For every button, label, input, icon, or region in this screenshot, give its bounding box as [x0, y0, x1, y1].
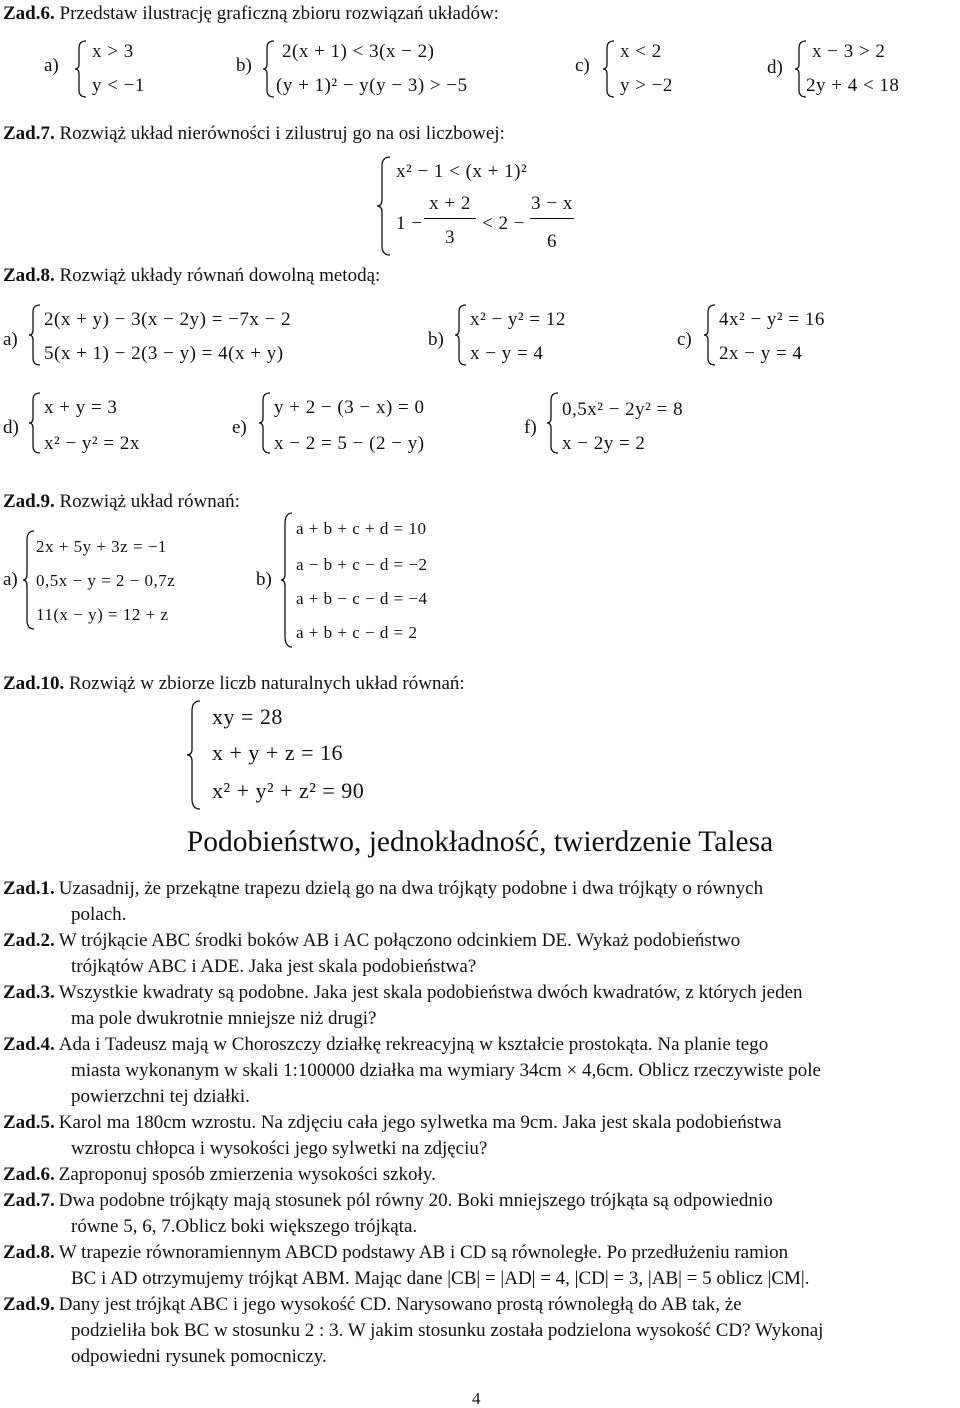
problem-9 — [3, 1292, 952, 1369]
problem-text: Uzasadnij, że przekątne trapezu dzielą go na dwa trójkąty podobne i dwa trójkąty o równych — [58, 878, 764, 899]
equation-line: 2y + 4 < 18 — [806, 75, 900, 96]
left-brace-icon — [74, 40, 88, 98]
problem-text: Karol ma 180cm wzrostu. Na zdjęciu cała jego sylwetka ma 9cm. Jaka jest skala podobieństwa — [58, 1112, 782, 1133]
problem-text: Wszystkie kwadraty są podobne. Jaka jest skala podobieństwa dwóch kwadratów, z których jeden — [58, 982, 803, 1003]
zad10-key: Zad.10. — [3, 673, 65, 694]
system-label: b) — [236, 55, 252, 76]
zad9-heading — [3, 492, 240, 511]
left-brace-icon — [602, 40, 616, 98]
equation-line: x − 2 = 5 − (2 − y) — [274, 433, 425, 454]
problem-3 — [3, 980, 952, 1032]
problem-text: trójkątów ABC i ADE. Jaka jest skala podobieństwa? — [71, 955, 477, 977]
zad6-key: Zad.6. — [3, 3, 55, 24]
equation-line: 2x + 5y + 3z = −1 — [36, 537, 167, 556]
equation-line: x − y = 4 — [470, 343, 544, 364]
problem-key: Zad.4. — [3, 1034, 55, 1055]
equation-line: (y + 1)² − y(y − 3) > −5 — [276, 75, 468, 96]
equation-line: x + y + z = 16 — [212, 740, 343, 765]
left-brace-icon — [703, 304, 717, 366]
equation-line: y < −1 — [92, 75, 145, 96]
problem-text: W trójkącie ABC środki boków AB i AC połączono odcinkiem DE. Wykaż podobieństwo — [58, 930, 741, 951]
zad9-instruction: Rozwiąż układ równań: — [59, 491, 240, 512]
equation-line: x² − y² = 12 — [470, 309, 566, 330]
left-brace-icon — [262, 40, 276, 98]
equation-line: 5(x + 1) − 2(3 − y) = 4(x + y) — [44, 343, 284, 364]
zad8-instruction: Rozwiąż układy równań dowolną metodą: — [59, 265, 381, 286]
page-number: 4 — [472, 1389, 481, 1408]
problem-text: Dwa podobne trójkąty mają stosunek pól równy 20. Boki mniejszego trójkąta są odpowiednio — [58, 1190, 773, 1211]
problem-key: Zad.1. — [3, 878, 55, 899]
equation-line: x² + y² + z² = 90 — [212, 778, 365, 803]
zad9-key: Zad.9. — [3, 491, 55, 512]
left-brace-icon — [186, 700, 202, 810]
equation-line: 2(x + 1) < 3(x − 2) — [282, 41, 435, 62]
equation-line: x − 3 > 2 — [812, 41, 886, 62]
zad7-instruction: Rozwiąż układ nierówności i zilustruj go na osi liczbowej: — [59, 123, 505, 144]
inequality-line-1: x² − 1 < (x + 1)² — [396, 161, 528, 182]
problem-key: Zad.9. — [3, 1294, 55, 1315]
left-brace-icon — [376, 156, 392, 256]
equation-line: y > −2 — [620, 75, 673, 96]
problem-key: Zad.8. — [3, 1242, 55, 1263]
left-brace-icon — [28, 392, 42, 454]
system-label: e) — [232, 417, 247, 438]
problem-text: odpowiedni rysunek pomocniczy. — [71, 1345, 327, 1367]
problem-key: Zad.5. — [3, 1112, 55, 1133]
system-label: c) — [677, 329, 692, 350]
fraction-bar — [530, 218, 574, 219]
equation-line: 2x − y = 4 — [719, 343, 803, 364]
system-label: b) — [428, 329, 444, 350]
system-label: d) — [3, 417, 19, 438]
fraction-denominator: 3 — [445, 227, 455, 248]
problem-key: Zad.6. — [3, 1164, 55, 1185]
problem-text: Zaproponuj sposób zmierzenia wysokości szkoły. — [58, 1164, 436, 1185]
fraction-numerator: 3 − x — [531, 193, 573, 214]
zad6-instruction: Przedstaw ilustrację graficzną zbioru rozwiązań układów: — [59, 3, 499, 24]
zad7-heading — [3, 124, 505, 143]
problem-4 — [3, 1032, 952, 1109]
zad7-key: Zad.7. — [3, 123, 55, 144]
zad10-instruction: Rozwiąż w zbiorze liczb naturalnych układ równań: — [69, 673, 465, 694]
problem-key: Zad.3. — [3, 982, 55, 1003]
equation-line: x − 2y = 2 — [562, 433, 646, 454]
system-label: a) — [44, 55, 59, 76]
zad6-heading — [3, 4, 499, 23]
problem-text: polach. — [71, 903, 127, 925]
system-label: f) — [524, 417, 537, 438]
equation-line: 2(x + y) − 3(x − 2y) = −7x − 2 — [44, 309, 292, 330]
problem-text: Dany jest trójkąt ABC i jego wysokość CD. Narysowano prostą równoległą do AB tak, że — [58, 1294, 742, 1315]
equation-line: x + y = 3 — [44, 397, 118, 418]
equation-line: 11(x − y) = 12 + z — [36, 605, 169, 624]
problem-key: Zad.2. — [3, 930, 55, 951]
left-brace-icon — [28, 304, 42, 366]
equation-line: x < 2 — [620, 41, 662, 62]
equation-line: a − b + c − d = −2 — [296, 555, 428, 574]
equation-line: a + b − c − d = −4 — [296, 589, 428, 608]
problem-text: miasta wykonanym w skali 1:100000 działka ma wymiary 34cm × 4,6cm. Oblicz rzeczywiste pole — [71, 1059, 821, 1081]
system-label: a) — [3, 329, 18, 350]
equation-line: a + b + c + d = 10 — [296, 519, 427, 538]
equation-line: 0,5x − y = 2 − 0,7z — [36, 571, 176, 590]
system-label: d) — [767, 57, 783, 78]
equation-line: 0,5x² − 2y² = 8 — [562, 399, 684, 420]
problem-8 — [3, 1240, 952, 1292]
problem-1 — [3, 876, 952, 928]
equation-line: xy = 28 — [212, 704, 283, 729]
section-title: Podobieństwo, jednokładność, twierdzenie Talesa — [186, 826, 774, 858]
problem-6 — [3, 1162, 952, 1188]
problem-text: ma pole dwukrotnie mniejsze niż drugi? — [71, 1007, 377, 1029]
left-brace-icon — [546, 392, 560, 454]
equation-line: a + b + c − d = 2 — [296, 623, 418, 642]
problem-text: powierzchni tej działki. — [71, 1085, 250, 1107]
equation-line: x > 3 — [92, 41, 134, 62]
problem-2 — [3, 928, 952, 980]
fraction-numerator: x + 2 — [429, 193, 471, 214]
problem-7 — [3, 1188, 952, 1240]
system-label: b) — [256, 569, 272, 590]
fraction-denominator: 6 — [547, 231, 557, 252]
equation-line: 4x² − y² = 16 — [719, 309, 825, 330]
inequality-line-2-lead: 1 − — [396, 213, 423, 234]
problem-5 — [3, 1110, 952, 1162]
left-brace-icon — [22, 530, 36, 630]
zad10-heading — [3, 674, 465, 693]
zad8-heading — [3, 266, 380, 285]
fraction-bar — [424, 218, 476, 219]
problem-text: wzrostu chłopca i wysokości jego sylwetki na zdjęciu? — [71, 1137, 488, 1159]
problem-key: Zad.7. — [3, 1190, 55, 1211]
problem-text: W trapezie równoramiennym ABCD podstawy AB i CD są równoległe. Po przedłużeniu ramion — [58, 1242, 789, 1263]
problem-text: BC i AD otrzymujemy trójkąt ABM. Mając dane |CB| = |AD| = 4, |CD| = 3, |AB| = 5 oblicz |CM|. — [71, 1267, 810, 1289]
problem-text: Ada i Tadeusz mają w Choroszczy działkę rekreacyjną w kształcie prostokąta. Na planie tego — [58, 1034, 769, 1055]
zad8-key: Zad.8. — [3, 265, 55, 286]
problem-text: podzieliła bok BC w stosunku 2 : 3. W jakim stosunku została podzielona wysokość CD? Wykonaj — [71, 1319, 824, 1341]
system-label: c) — [575, 55, 590, 76]
problem-text: równe 5, 6, 7.Oblicz boki większego trójkąta. — [71, 1215, 418, 1237]
left-brace-icon — [258, 392, 272, 454]
equation-line: x² − y² = 2x — [44, 433, 140, 454]
left-brace-icon — [280, 512, 294, 648]
left-brace-icon — [454, 304, 468, 366]
inequality-line-2-mid: < 2 − — [482, 213, 525, 234]
system-label: a) — [3, 569, 18, 590]
equation-line: y + 2 − (3 − x) = 0 — [274, 397, 425, 418]
